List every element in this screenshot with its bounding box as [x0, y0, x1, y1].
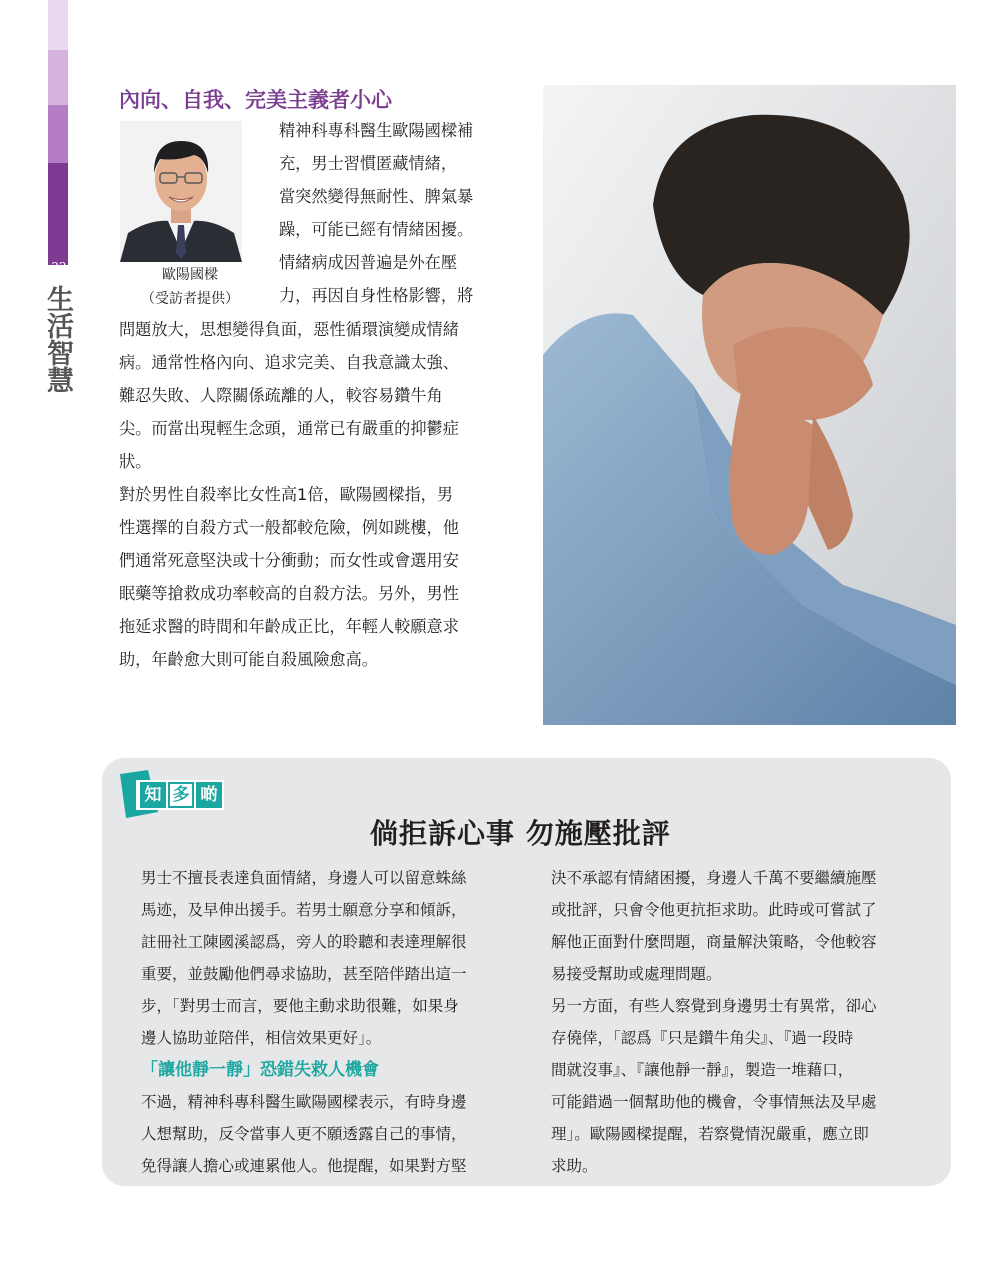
- section-label: 生活智慧: [42, 285, 73, 393]
- portrait-caption-credit: （受訪者提供）: [141, 291, 239, 307]
- color-band: [48, 105, 68, 163]
- info-left-column: [141, 862, 531, 1182]
- text-line: 躁，可能已經有情緒困擾。: [279, 220, 474, 239]
- text-line: 步，「對男士而言，要他主動求助很難，如果身: [141, 997, 459, 1015]
- text-line: 男士不擅長表達負面情緒，身邊人可以留意蛛絲: [141, 869, 467, 887]
- info-tag: [118, 770, 228, 820]
- text-line: 決不承認有情緒困擾，身邊人千萬不要繼續施壓: [551, 869, 877, 887]
- article-paragraph-1: [279, 114, 501, 312]
- text-line: 重要，並鼓勵他們尋求協助，甚至陪伴踏出這一: [141, 965, 467, 983]
- text-line: 理」。歐陽國樑提醒，若察覺情況嚴重，應立即: [551, 1125, 869, 1143]
- text-line: 們通常死意堅決或十分衝動；而女性或會選用安: [119, 551, 459, 570]
- page-number: 22: [51, 260, 67, 274]
- text-line: 當突然變得無耐性、脾氣暴: [279, 187, 474, 206]
- text-line: 免得讓人擔心或連累他人。他提醒，如果對方堅: [141, 1157, 467, 1175]
- text-line: 病。通常性格內向、追求完美、自我意識太強、: [119, 353, 459, 372]
- article-heading: 內向、自我、完美主義者小心: [119, 87, 392, 112]
- text-line: 狀。: [119, 452, 152, 471]
- text-line: 另一方面，有些人察覺到身邊男士有異常，卻心: [551, 997, 877, 1015]
- portrait-caption-name: 歐陽國樑: [162, 267, 218, 283]
- text-line: 問題放大，思想變得負面，惡性循環演變成情緒: [119, 320, 459, 339]
- text-line: 註冊社工陳國溪認爲，旁人的聆聽和表達理解很: [141, 933, 467, 951]
- text-line: 人想幫助，反令當事人更不願透露自己的事情，: [141, 1125, 467, 1143]
- color-band: [48, 163, 68, 265]
- text-line: 拖延求醫的時間和年齡成正比，年輕人較願意求: [119, 617, 459, 636]
- tag-char: 知: [140, 782, 166, 808]
- text-line: 或批評，只會令他更抗拒求助。此時或可嘗試了: [551, 901, 877, 919]
- text-line: 精神科專科醫生歐陽國樑補: [279, 121, 474, 140]
- text-line: 充，男士習慣匿藏情緒，: [279, 154, 458, 173]
- text-line: 力，再因自身性格影響，將: [279, 286, 474, 305]
- text-line: 尖。而當出現輕生念頭，通常已有嚴重的抑鬱症: [119, 419, 459, 438]
- text-line: 助，年齡愈大則可能自殺風險愈高。: [119, 650, 378, 669]
- color-band: [48, 50, 68, 105]
- color-band: [48, 0, 68, 50]
- text-line: 性選擇的自殺方式一般都較危險，例如跳樓，他: [119, 518, 459, 537]
- text-line: 易接受幫助或處理問題。: [551, 965, 722, 983]
- text-line: 眠藥等搶救成功率較高的自殺方法。另外，男性: [119, 584, 459, 603]
- text-line: 存僥倖，「認爲『只是鑽牛角尖』、『過一段時: [551, 1029, 854, 1047]
- text-line: 馬迹，及早伸出援手。若男士願意分享和傾訴，: [141, 901, 467, 919]
- portrait-photo: [120, 121, 242, 262]
- info-box-title: 倘拒訴心事 勿施壓批評: [370, 817, 671, 850]
- section-color-bar: [48, 0, 68, 265]
- article-paragraph-3: [119, 478, 501, 676]
- info-subheading: 「讓他靜一靜」恐錯失救人機會: [141, 1060, 379, 1080]
- info-right-column: [551, 862, 936, 1182]
- text-line: 情緒病成因普遍是外在壓: [279, 253, 458, 272]
- tag-char: 多: [168, 782, 194, 808]
- distressed-man-photo: [543, 85, 956, 725]
- text-line: 間就沒事』、『讓他靜一靜』，製造一堆藉口，: [551, 1061, 854, 1079]
- text-line: 難忍失敗、人際關係疏離的人，較容易鑽牛角: [119, 386, 443, 405]
- text-line: 可能錯過一個幫助他的機會，令事情無法及早處: [551, 1093, 877, 1111]
- article-paragraph-2: [119, 313, 501, 478]
- text-line: 求助。: [551, 1157, 598, 1175]
- text-line: 解他正面對什麼問題，商量解決策略，令他較容: [551, 933, 877, 951]
- tag-char: 啲: [196, 782, 222, 808]
- text-line: 邊人協助並陪伴，相信效果更好」。: [141, 1029, 382, 1047]
- text-line: 對於男性自殺率比女性高1倍，歐陽國樑指，男: [119, 485, 454, 504]
- text-line: 不過，精神科專科醫生歐陽國樑表示，有時身邊: [141, 1093, 467, 1111]
